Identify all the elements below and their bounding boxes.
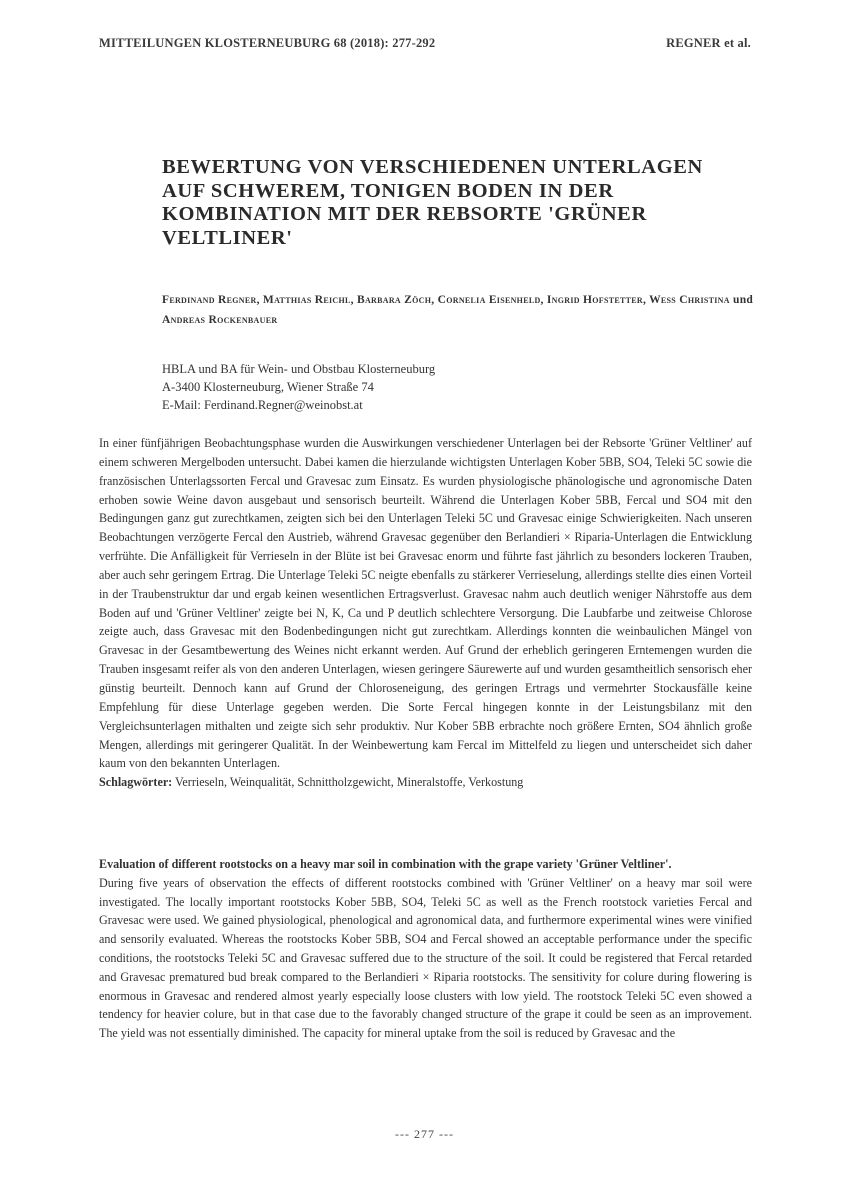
abstract-german-text: In einer fünfjährigen Beobachtungsphase wurden die Auswirkungen verschiedener Unterlagen bei der Rebsorte 'Grüner Veltliner' auf einem schweren Mergelboden untersucht. Dabei kamen die hierzulande wichtigsten Unterlagen Kober 5BB, SO4, Teleki 5C sowie die französischen Unterlagssorten Fercal und Gravesac zum Einsatz. Es wurden physiologische phänologische und agronomische Daten erhoben sowie Weine davon ausgebaut und sensorisch beurteilt. Während die Unterlagen Kober 5BB, Fercal und SO4 mit den Bedingungen ganz gut zurechtkamen, zeigten sich bei den Unterlagen Teleki 5C und Gravesac einige Schwierigkeiten. Nach unseren Beobachtungen verzögerte Fercal den Austrieb, während Gravesac gegenüber den Berlandieri × Riparia-Unterlagen die Entwicklung verfrühte. Die Anfälligkeit für Verrieseln in der Blüte ist bei Gravesac enorm und führte fast jährlich zu besonders lockeren Trauben, aber auch sehr geringem Ertrag. Die Unterlage Teleki 5C neigte ebenfalls zu stärkerer Verrieselung, allerdings stellte dies einen Vorteil in der Traubenstruktur dar und ergab keinen wesentlichen Ertragsverlust. Gravesac nahm auch deutlich weniger Nährstoffe aus dem Boden auf und 'Grüner Veltliner' zeigte bei N, K, Ca und P deutlich schlechtere Versorgung. Die Laubfarbe und zeitweise Chlorose zeigte auch, dass Gravesac mit den Bodenbedingungen nicht gut zurechtkam. Allerdings konnten die weinbaulichen Mängel von Gravesac in der Gesamtbewertung des Weines nicht erkannt werden. Auf Grund der erheblich geringeren Erntemengen wurden die Trauben insgesamt reifer als von den anderen Unterlagen, wiesen geringere Säurewerte auf und wurden gesamtheitlich sensorisch eher günstig beurteilt. Dennoch kann auf Grund der Chloroseneigung, des geringen Ertrags und vermehrter Stockausfälle keine Empfehlung für diese Unterlage gegeben werden. Die Sorte Fercal hingegen konnte in der Leistungsbilanz mit den Vergleichsunterlagen mithalten und zeigte sich sehr produktiv. Nur Kober 5BB erbrachte noch größere Ernten, SO4 ähnlich große Mengen, allerdings mit geringerer Qualität. In der Weinbewertung kam Fercal im Mittelfeld zu liegen und unterscheidet sich daher kaum von den bekannten Unterlagen. <box>99 436 752 771</box>
running-author: REGNER et al. <box>666 36 751 50</box>
abstract-english-text: During five years of observation the effects of different rootstocks combined with 'Grüner Veltliner' on a heavy mar soil were investigated. The locally important rootstocks Kober 5BB, SO4, Teleki 5C as well as the French rootstock varieties Fercal and Gravesac were used. We gained physiological, phenological and agronomical data, and furthermore experimental wines were vinified and sensorily evaluated. Whereas the rootstocks Kober 5BB, SO4 and Fercal showed an acceptable performance under the specific conditions, the rootstocks Teleki 5C and Gravesac suffered due to the structure of the soil. It could be registered that Fercal retarded and Gravesac prematured bud break compared to the Berlandieri × Riparia rootstocks. The sensitivity for colure during flowering is enormous in Gravesac and rendered almost yearly especially loose clusters with low yield. The rootstock Teleki 5C even showed a tendency for heavier colure, but in that case due to the favorably changed structure of the grape it could be seen as an improvement. The yield was not essentially diminished. The capacity for mineral uptake from the soil is reduced by Gravesac and the <box>99 875 752 1041</box>
running-header <box>99 36 751 51</box>
keywords-line <box>99 773 752 792</box>
abstract-english-title: Evaluation of different rootstocks on a heavy mar soil in combination with the grape variety 'Grüner Veltliner'. <box>99 857 672 871</box>
affiliation-email: E-Mail: Ferdinand.Regner@weinobst.at <box>162 398 363 412</box>
abstract-german <box>99 434 752 792</box>
journal-citation: MITTEILUNGEN KLOSTERNEUBURG 68 (2018): 277-292 <box>99 36 436 50</box>
keywords-label: Schlagwörter: <box>99 775 173 790</box>
affiliation-block <box>162 360 662 414</box>
affiliation-address: A-3400 Klosterneuburg, Wiener Straße 74 <box>162 380 374 394</box>
authors-conjunction: und <box>733 294 754 306</box>
page-number: --- 277 --- <box>395 1127 454 1141</box>
author-list <box>162 290 762 330</box>
paper-title: BEWERTUNG VON VERSCHIEDENEN UNTERLAGEN AUF SCHWEREM, TONIGEN BODEN IN DER KOMBINATION MIT DER REBSORTE 'GRÜNER VELTLINER' <box>162 156 703 249</box>
keywords-list: Verrieseln, Weinqualität, Schnittholzgewicht, Mineralstoffe, Verkostung <box>175 775 524 790</box>
authors-part1: Ferdinand Regner, Matthias Reichl, Barbara Zöch, Cornelia Eisenheld, Ingrid Hofstetter, Wess Christina <box>162 294 730 306</box>
authors-part2: Andreas Rockenbauer <box>162 314 278 326</box>
abstract-english <box>99 855 752 1043</box>
affiliation-institution: HBLA und BA für Wein- und Obstbau Klosterneuburg <box>162 362 436 376</box>
